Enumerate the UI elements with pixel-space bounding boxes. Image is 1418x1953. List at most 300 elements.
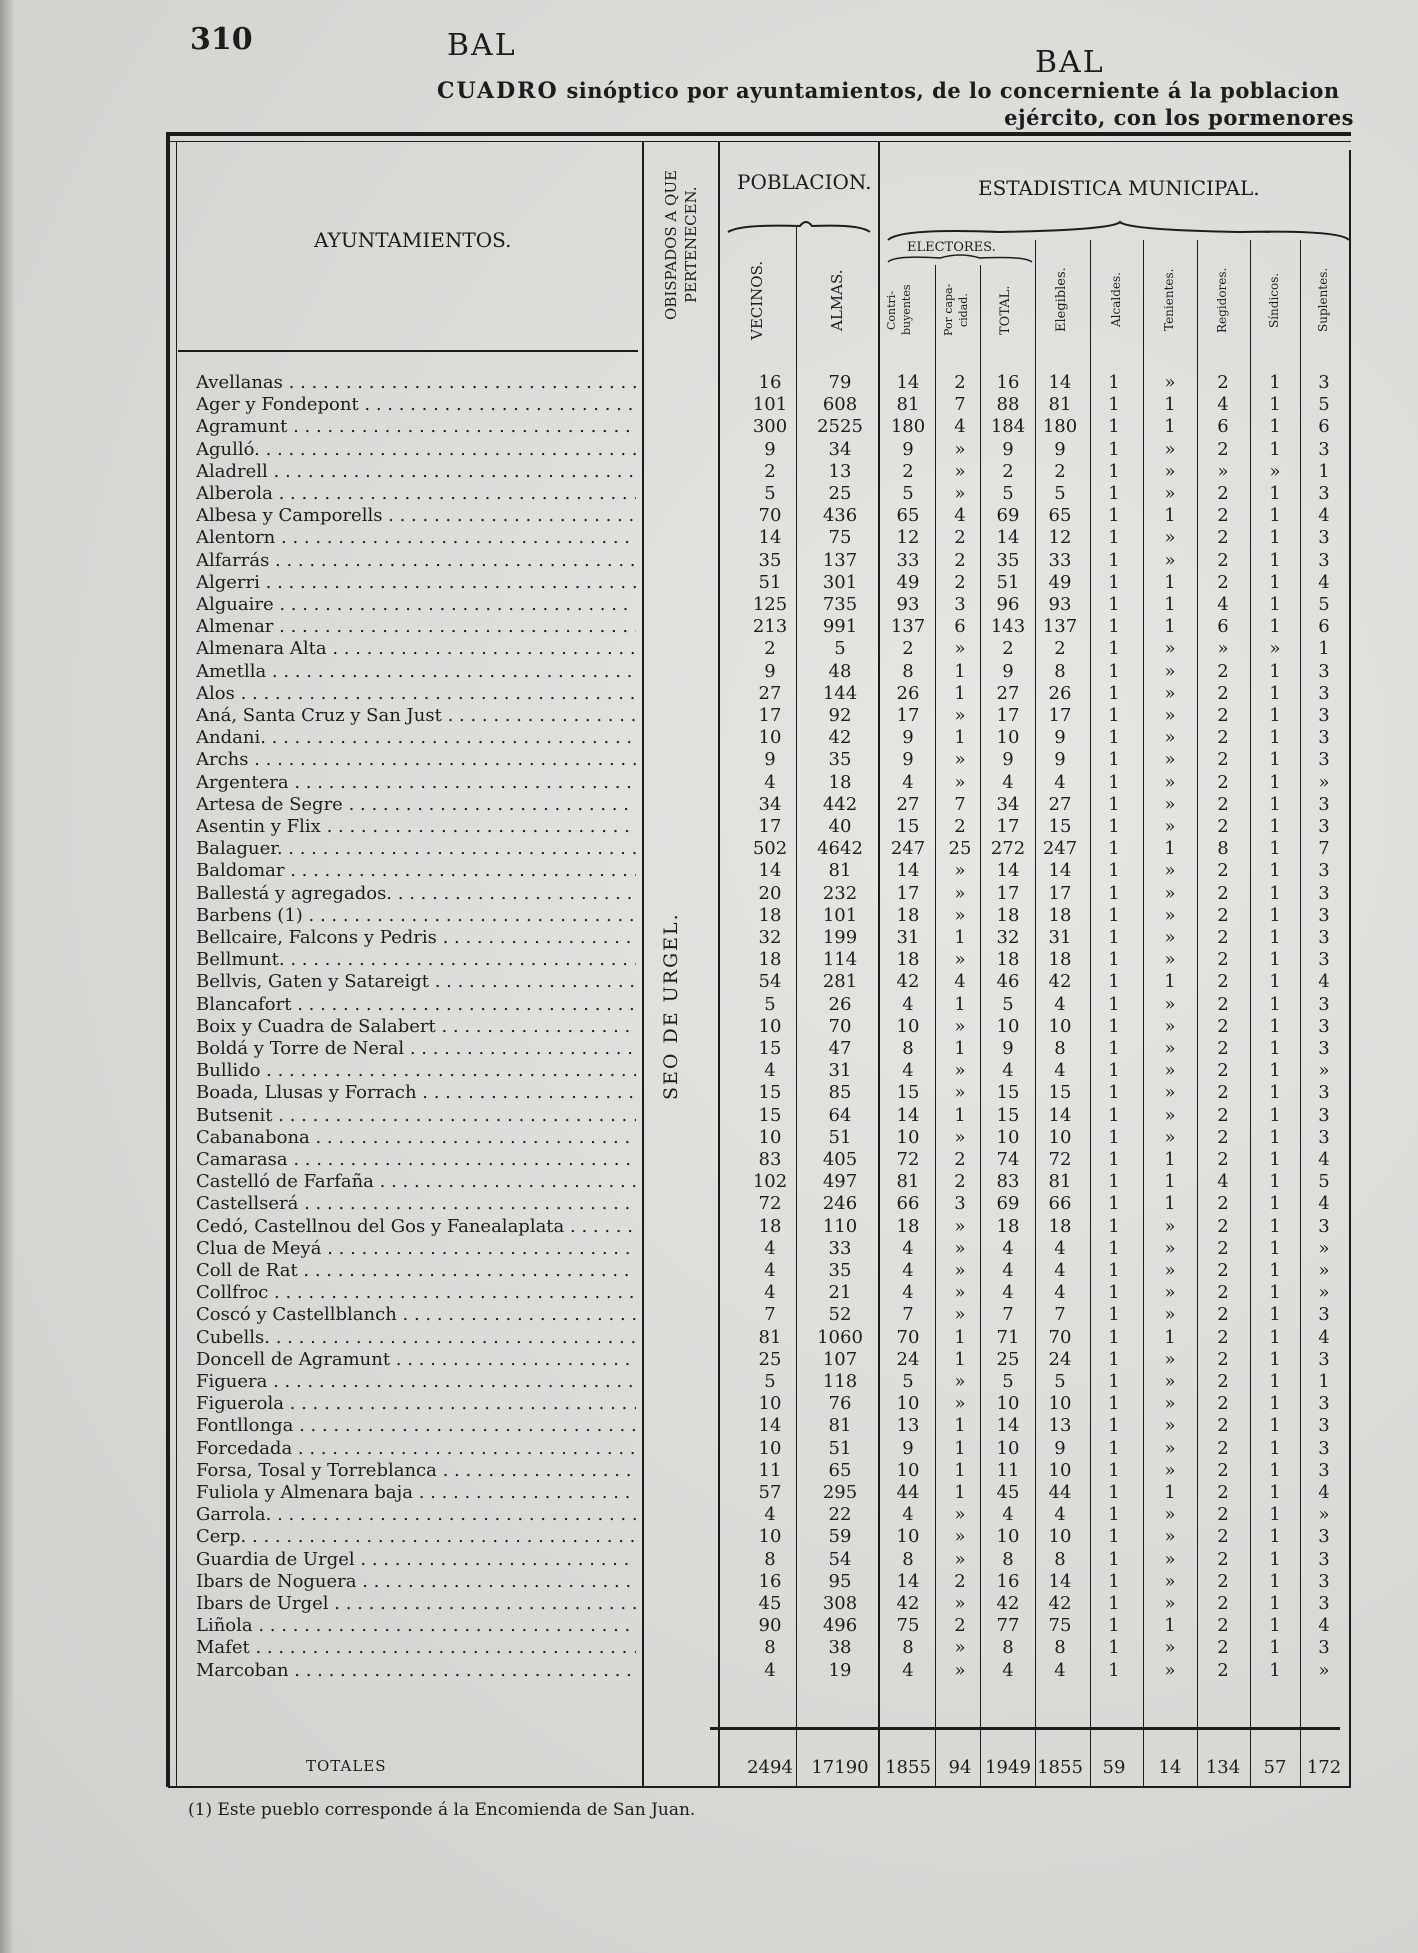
cell-alcaldes: 1 — [1108, 1659, 1120, 1681]
cell-sindicos: 1 — [1269, 594, 1281, 615]
cell-elegibles: 8 — [1054, 1548, 1066, 1570]
cell-suplentes: 3 — [1318, 749, 1330, 771]
cell-total: 17 — [996, 705, 1020, 726]
cell-sindicos: 1 — [1269, 793, 1281, 815]
cell-elegibles: 10 — [1048, 1459, 1072, 1481]
cell-regidores: 2 — [1217, 1637, 1229, 1659]
cell-total: 18 — [996, 904, 1020, 926]
ayuntamiento-name: Balaguer. . . . — [196, 838, 636, 860]
cell-contribuyentes: 17 — [896, 882, 920, 904]
cell-contribuyentes: 15 — [896, 1082, 920, 1104]
cell-total: 143 — [990, 616, 1026, 638]
cell-almas: 436 — [822, 505, 858, 527]
cell-suplentes: 3 — [1318, 1104, 1330, 1126]
cell-almas: 65 — [828, 1459, 852, 1481]
cell-vecinos: 17 — [758, 705, 782, 726]
cell-contribuyentes: 10 — [896, 1526, 920, 1548]
cell-vecinos: 5 — [764, 1371, 776, 1392]
col-header-ayuntamientos: AYUNTAMIENTOS. — [314, 228, 512, 252]
cell-regidores: 2 — [1217, 727, 1229, 749]
cell-tenientes: » — [1164, 1637, 1176, 1659]
cell-sindicos: 1 — [1269, 483, 1281, 504]
col-header-regidores: Regidores. — [1215, 267, 1229, 333]
cell-total: 4 — [1002, 1659, 1014, 1681]
cell-capacidad: 1 — [954, 1482, 966, 1503]
ayuntamiento-name: Albesa y Camporells . . . — [196, 505, 636, 527]
cell-capacidad: 1 — [954, 993, 966, 1015]
cell-vecinos: 4 — [764, 771, 776, 793]
cell-suplentes: 3 — [1318, 1038, 1330, 1059]
cell-regidores: 2 — [1217, 1015, 1229, 1037]
cell-suplentes: 3 — [1318, 1304, 1330, 1326]
cell-sindicos: 1 — [1269, 1326, 1281, 1348]
cell-capacidad: 3 — [954, 1193, 966, 1215]
ayuntamiento-name: Garrola. . . . — [196, 1504, 636, 1526]
cell-sindicos: 1 — [1269, 1371, 1281, 1392]
cell-contribuyentes: 81 — [896, 1171, 920, 1193]
cell-regidores: 2 — [1217, 527, 1229, 549]
ayuntamiento-name: Alberola . . . — [196, 483, 636, 505]
cell-sindicos: 1 — [1269, 1637, 1281, 1659]
cell-suplentes: 3 — [1318, 1548, 1330, 1570]
cell-elegibles: 4 — [1054, 1282, 1066, 1304]
col-header-capacidad — [941, 270, 971, 350]
cell-elegibles: 81 — [1048, 1171, 1072, 1193]
cell-tenientes: » — [1164, 682, 1176, 704]
cell-almas: 107 — [822, 1348, 858, 1370]
cell-vecinos: 15 — [758, 1038, 782, 1059]
cell-alcaldes: 1 — [1108, 1193, 1120, 1215]
total-alcaldes: 59 — [1102, 1757, 1126, 1778]
cell-regidores: 2 — [1217, 372, 1229, 393]
total-contribuyentes: 1855 — [885, 1757, 931, 1778]
cell-elegibles: 9 — [1054, 727, 1066, 749]
cell-almas: 114 — [822, 949, 858, 971]
cell-alcaldes: 1 — [1108, 394, 1120, 416]
cell-tenientes: » — [1164, 1415, 1176, 1437]
cell-suplentes: 3 — [1318, 483, 1330, 504]
total-capacidad: 94 — [948, 1757, 972, 1778]
cell-alcaldes: 1 — [1108, 1504, 1120, 1526]
cell-total: 14 — [996, 1415, 1020, 1437]
cell-tenientes: » — [1164, 1437, 1176, 1459]
cell-contribuyentes: 4 — [902, 1260, 914, 1281]
cell-sindicos: 1 — [1269, 416, 1281, 438]
cell-elegibles: 93 — [1048, 594, 1072, 615]
cell-contribuyentes: 10 — [896, 1393, 920, 1415]
cell-almas: 70 — [828, 1015, 852, 1037]
cell-almas: 22 — [828, 1504, 852, 1526]
obispado-label: SEO DE URGEL. — [660, 912, 682, 1100]
cell-almas: 405 — [822, 1149, 858, 1170]
cell-tenientes: » — [1164, 1348, 1176, 1370]
cell-suplentes: 4 — [1318, 505, 1330, 527]
total-tenientes: 14 — [1158, 1757, 1182, 1778]
cell-elegibles: 5 — [1054, 483, 1066, 504]
cell-sindicos: 1 — [1269, 1615, 1281, 1637]
cell-vecinos: 4 — [764, 1060, 776, 1082]
cell-elegibles: 70 — [1048, 1326, 1072, 1348]
col-header-alcaldes: Alcaldes. — [1109, 272, 1123, 328]
table-bottom-rule — [168, 1786, 1351, 1788]
cell-regidores: 2 — [1217, 660, 1229, 682]
cell-elegibles: 49 — [1048, 571, 1072, 593]
cell-regidores: 2 — [1217, 971, 1229, 993]
cell-tenientes: 1 — [1164, 571, 1176, 593]
cell-sindicos: 1 — [1269, 1015, 1281, 1037]
cell-regidores: 2 — [1217, 1482, 1229, 1503]
cell-contribuyentes: 65 — [896, 505, 920, 527]
cell-alcaldes: 1 — [1108, 1260, 1120, 1281]
cell-capacidad: 4 — [954, 416, 966, 438]
cell-capacidad: » — [954, 882, 966, 904]
ayuntamiento-name: Bullido . . . — [196, 1060, 636, 1082]
cell-capacidad: 2 — [954, 571, 966, 593]
col-header-poblacion: POBLACION. — [737, 170, 872, 194]
cell-almas: 19 — [828, 1659, 852, 1681]
cell-tenientes: 1 — [1164, 1615, 1176, 1637]
cell-total: 5 — [1002, 993, 1014, 1015]
cell-sindicos: 1 — [1269, 549, 1281, 571]
cell-regidores: 2 — [1217, 1082, 1229, 1104]
cell-vecinos: 5 — [764, 483, 776, 504]
cell-almas: 308 — [822, 1593, 858, 1614]
cell-tenientes: » — [1164, 927, 1176, 948]
cell-suplentes: 3 — [1318, 705, 1330, 726]
cell-sindicos: 1 — [1269, 838, 1281, 860]
ayuntamiento-name: Boix y Cuadra de Salabert . . . — [196, 1016, 636, 1038]
cell-elegibles: 42 — [1048, 971, 1072, 993]
cell-suplentes: 4 — [1318, 1615, 1330, 1637]
cell-almas: 18 — [828, 771, 852, 793]
cell-suplentes: 3 — [1318, 927, 1330, 948]
cell-alcaldes: 1 — [1108, 1393, 1120, 1415]
cell-total: 45 — [996, 1482, 1020, 1503]
cell-suplentes: 3 — [1318, 1082, 1330, 1104]
cell-regidores: 2 — [1217, 1282, 1229, 1304]
footnote: (1) Este pueblo corresponde á la Encomienda de San Juan. — [188, 1800, 696, 1820]
cell-regidores: 2 — [1217, 993, 1229, 1015]
cell-sindicos: 1 — [1269, 727, 1281, 749]
cell-alcaldes: 1 — [1108, 1348, 1120, 1370]
cell-suplentes: 4 — [1318, 1193, 1330, 1215]
cell-capacidad: 1 — [954, 660, 966, 682]
ayuntamiento-name: Bellvis, Gaten y Satareigt . . . — [196, 971, 636, 993]
cell-contribuyentes: 72 — [896, 1149, 920, 1170]
cell-vecinos: 4 — [764, 1504, 776, 1526]
cell-capacidad: 4 — [954, 971, 966, 993]
cell-total: 4 — [1002, 1504, 1014, 1526]
cell-suplentes: 4 — [1318, 1149, 1330, 1170]
cell-total: 15 — [996, 1082, 1020, 1104]
cell-contribuyentes: 4 — [902, 1659, 914, 1681]
cell-suplentes: 3 — [1318, 438, 1330, 460]
cell-almas: 31 — [828, 1060, 852, 1082]
cell-almas: 47 — [828, 1038, 852, 1059]
col-header-suplentes: Suplentes. — [1316, 267, 1330, 333]
cell-vecinos: 27 — [758, 682, 782, 704]
cell-elegibles: 4 — [1054, 993, 1066, 1015]
cell-elegibles: 8 — [1054, 1637, 1066, 1659]
cell-capacidad: 1 — [954, 1104, 966, 1126]
cell-alcaldes: 1 — [1108, 1015, 1120, 1037]
ayuntamiento-name: Alguaire . . . — [196, 594, 636, 616]
cell-capacidad: 25 — [948, 838, 972, 860]
cell-elegibles: 5 — [1054, 1371, 1066, 1392]
ayuntamiento-name: Collfroc . . . — [196, 1282, 636, 1304]
cell-capacidad: » — [954, 749, 966, 771]
cell-vecinos: 18 — [758, 1215, 782, 1237]
cell-almas: 991 — [822, 616, 858, 638]
cell-regidores: 2 — [1217, 1215, 1229, 1237]
cell-regidores: 2 — [1217, 1393, 1229, 1415]
cell-alcaldes: 1 — [1108, 1615, 1120, 1637]
cell-capacidad: » — [954, 1082, 966, 1104]
totals-top-rule — [710, 1727, 1340, 1730]
cell-regidores: 2 — [1217, 483, 1229, 504]
cell-almas: 81 — [828, 860, 852, 882]
cell-total: 51 — [996, 571, 1020, 593]
cell-contribuyentes: 14 — [896, 1104, 920, 1126]
ayuntamiento-name: Ibars de Noguera . . . — [196, 1571, 636, 1593]
cell-regidores: 2 — [1217, 1548, 1229, 1570]
ayuntamiento-name: Archs . . . — [196, 749, 636, 771]
cell-almas: 92 — [828, 705, 852, 726]
cell-almas: 608 — [822, 394, 858, 416]
cell-almas: 21 — [828, 1282, 852, 1304]
cell-regidores: 2 — [1217, 1237, 1229, 1259]
cell-regidores: 2 — [1217, 771, 1229, 793]
cell-alcaldes: 1 — [1108, 372, 1120, 393]
cell-sindicos: 1 — [1269, 1104, 1281, 1126]
cell-vecinos: 20 — [758, 882, 782, 904]
cell-capacidad: 2 — [954, 527, 966, 549]
cell-suplentes: 3 — [1318, 904, 1330, 926]
cell-almas: 85 — [828, 1082, 852, 1104]
cell-tenientes: » — [1164, 1237, 1176, 1259]
cell-suplentes: 4 — [1318, 1326, 1330, 1348]
cell-suplentes: 5 — [1318, 594, 1330, 615]
cell-total: 4 — [1002, 1260, 1014, 1281]
cell-elegibles: 72 — [1048, 1149, 1072, 1170]
cell-tenientes: » — [1164, 1304, 1176, 1326]
cell-sindicos: 1 — [1269, 971, 1281, 993]
cell-almas: 2525 — [817, 416, 863, 438]
cell-vecinos: 10 — [758, 1393, 782, 1415]
cell-total: 69 — [996, 505, 1020, 527]
cell-suplentes: 3 — [1318, 660, 1330, 682]
cell-suplentes: 3 — [1318, 860, 1330, 882]
cell-sindicos: 1 — [1269, 1593, 1281, 1614]
cell-contribuyentes: 18 — [896, 949, 920, 971]
col-header-obispados — [661, 150, 701, 340]
cell-suplentes: 5 — [1318, 394, 1330, 416]
estadistica-brace — [888, 222, 1349, 240]
cell-regidores: 2 — [1217, 793, 1229, 815]
cell-tenientes: » — [1164, 1015, 1176, 1037]
cell-total: 77 — [996, 1615, 1020, 1637]
cell-contribuyentes: 4 — [902, 1504, 914, 1526]
cell-capacidad: 2 — [954, 1570, 966, 1592]
cell-regidores: 2 — [1217, 1260, 1229, 1281]
cell-sindicos: 1 — [1269, 993, 1281, 1015]
cell-sindicos: 1 — [1269, 1482, 1281, 1503]
cell-tenientes: » — [1164, 1459, 1176, 1481]
cell-regidores: 2 — [1217, 1526, 1229, 1548]
cell-regidores: 2 — [1217, 1415, 1229, 1437]
col-header-almas: ALMAS. — [828, 269, 846, 331]
cell-sindicos: 1 — [1269, 1193, 1281, 1215]
cell-contribuyentes: 42 — [896, 1593, 920, 1614]
obispados-line1: OBISPADOS A QUE — [662, 170, 680, 320]
cell-alcaldes: 1 — [1108, 1593, 1120, 1614]
cell-sindicos: 1 — [1269, 1548, 1281, 1570]
cell-total: 17 — [996, 882, 1020, 904]
ayuntamiento-name: Artesa de Segre . . . — [196, 794, 636, 816]
cell-regidores: 6 — [1217, 416, 1229, 438]
cell-alcaldes: 1 — [1108, 1060, 1120, 1082]
cell-alcaldes: 1 — [1108, 682, 1120, 704]
cell-vecinos: 8 — [764, 1637, 776, 1659]
cell-elegibles: 7 — [1054, 1304, 1066, 1326]
cell-almas: 442 — [822, 793, 858, 815]
cell-almas: 1060 — [817, 1326, 863, 1348]
cell-elegibles: 10 — [1048, 1015, 1072, 1037]
cell-capacidad: 1 — [954, 682, 966, 704]
ayuntamiento-name: Ballestá y agregados. . . . — [196, 883, 636, 905]
cell-total: 83 — [996, 1171, 1020, 1193]
cell-sindicos: 1 — [1269, 771, 1281, 793]
cell-tenientes: » — [1164, 1570, 1176, 1592]
cell-capacidad: » — [954, 460, 966, 482]
cell-contribuyentes: 7 — [902, 1304, 914, 1326]
ayuntamiento-name: Aladrell . . . — [196, 461, 636, 483]
cell-contribuyentes: 18 — [896, 1215, 920, 1237]
cell-almas: 301 — [822, 571, 858, 593]
cell-sindicos: 1 — [1269, 1082, 1281, 1104]
cell-almas: 51 — [828, 1437, 852, 1459]
cell-almas: 4642 — [817, 838, 863, 860]
cell-alcaldes: 1 — [1108, 927, 1120, 948]
contribuyentes-line2: buyentes — [900, 284, 913, 336]
cell-capacidad: » — [954, 1237, 966, 1259]
cell-sindicos: 1 — [1269, 616, 1281, 638]
cell-tenientes: » — [1164, 1082, 1176, 1104]
cell-tenientes: » — [1164, 771, 1176, 793]
cell-tenientes: 1 — [1164, 594, 1176, 615]
cell-suplentes: » — [1318, 1237, 1330, 1259]
cell-vecinos: 16 — [758, 372, 782, 393]
cell-tenientes: » — [1164, 438, 1176, 460]
cell-vecinos: 7 — [764, 1304, 776, 1326]
cell-alcaldes: 1 — [1108, 993, 1120, 1015]
total-almas: 17190 — [811, 1757, 869, 1778]
cell-suplentes: 3 — [1318, 372, 1330, 393]
cell-elegibles: 2 — [1054, 460, 1066, 482]
cell-alcaldes: 1 — [1108, 1459, 1120, 1481]
cell-sindicos: 1 — [1269, 705, 1281, 726]
cell-suplentes: 3 — [1318, 1126, 1330, 1148]
cell-sindicos: 1 — [1269, 571, 1281, 593]
cell-elegibles: 8 — [1054, 1038, 1066, 1059]
cell-tenientes: » — [1164, 660, 1176, 682]
cell-tenientes: » — [1164, 1282, 1176, 1304]
cell-suplentes: 3 — [1318, 549, 1330, 571]
cell-capacidad: 7 — [954, 793, 966, 815]
cell-alcaldes: 1 — [1108, 416, 1120, 438]
cell-sindicos: 1 — [1269, 1215, 1281, 1237]
cell-capacidad: 1 — [954, 1326, 966, 1348]
cell-alcaldes: 1 — [1108, 949, 1120, 971]
cell-suplentes: 3 — [1318, 682, 1330, 704]
cell-elegibles: 4 — [1054, 1260, 1066, 1281]
cell-regidores: 2 — [1217, 705, 1229, 726]
ayuntamiento-name: Coscó y Castellblanch . . . — [196, 1304, 636, 1326]
cell-contribuyentes: 31 — [896, 927, 920, 948]
cell-vecinos: 10 — [758, 1526, 782, 1548]
ayuntamiento-name: Bellcaire, Falcons y Pedris . . . — [196, 927, 636, 949]
cell-tenientes: » — [1164, 705, 1176, 726]
cell-tenientes: 1 — [1164, 394, 1176, 416]
ayuntamiento-name: Ametlla . . . — [196, 661, 636, 683]
cell-regidores: 2 — [1217, 1659, 1229, 1681]
cell-suplentes: » — [1318, 1260, 1330, 1281]
title-cap-word: CUADRO — [437, 78, 559, 104]
cell-suplentes: » — [1318, 1282, 1330, 1304]
cell-alcaldes: 1 — [1108, 1415, 1120, 1437]
cell-total: 10 — [996, 1526, 1020, 1548]
ayuntamiento-name: Blancafort . . . — [196, 994, 636, 1016]
cell-suplentes: 3 — [1318, 1415, 1330, 1437]
poblacion-brace — [728, 222, 870, 232]
cell-alcaldes: 1 — [1108, 438, 1120, 460]
cell-sindicos: 1 — [1269, 527, 1281, 549]
cell-tenientes: 1 — [1164, 505, 1176, 527]
cell-almas: 137 — [822, 549, 858, 571]
cell-sindicos: 1 — [1269, 1171, 1281, 1193]
cell-almas: 40 — [828, 816, 852, 837]
cell-alcaldes: 1 — [1108, 1126, 1120, 1148]
cell-contribuyentes: 81 — [896, 394, 920, 416]
cell-regidores: 2 — [1217, 1615, 1229, 1637]
cell-tenientes: » — [1164, 1371, 1176, 1392]
ayuntamiento-name: Clua de Meyá . . . — [196, 1238, 636, 1260]
cell-contribuyentes: 49 — [896, 571, 920, 593]
cell-contribuyentes: 17 — [896, 705, 920, 726]
cell-suplentes: 3 — [1318, 727, 1330, 749]
title-line1-rest: sinóptico por ayuntamientos, de lo concerniente á la poblacion — [566, 78, 1340, 103]
cell-contribuyentes: 10 — [896, 1459, 920, 1481]
cell-regidores: 2 — [1217, 1504, 1229, 1526]
cell-tenientes: » — [1164, 527, 1176, 549]
cell-elegibles: 4 — [1054, 1237, 1066, 1259]
cell-regidores: 2 — [1217, 1371, 1229, 1392]
cell-regidores: 8 — [1217, 838, 1229, 860]
cell-alcaldes: 1 — [1108, 483, 1120, 504]
cell-almas: 281 — [822, 971, 858, 993]
cell-alcaldes: 1 — [1108, 1237, 1120, 1259]
cell-tenientes: » — [1164, 483, 1176, 504]
cell-contribuyentes: 27 — [896, 793, 920, 815]
cell-sindicos: 1 — [1269, 1060, 1281, 1082]
cell-capacidad: 6 — [954, 616, 966, 638]
cell-total: 10 — [996, 1126, 1020, 1148]
cell-tenientes: 1 — [1164, 838, 1176, 860]
cell-contribuyentes: 4 — [902, 1282, 914, 1304]
cell-tenientes: » — [1164, 1038, 1176, 1059]
cell-capacidad: 4 — [954, 505, 966, 527]
cell-sindicos: 1 — [1269, 1437, 1281, 1459]
